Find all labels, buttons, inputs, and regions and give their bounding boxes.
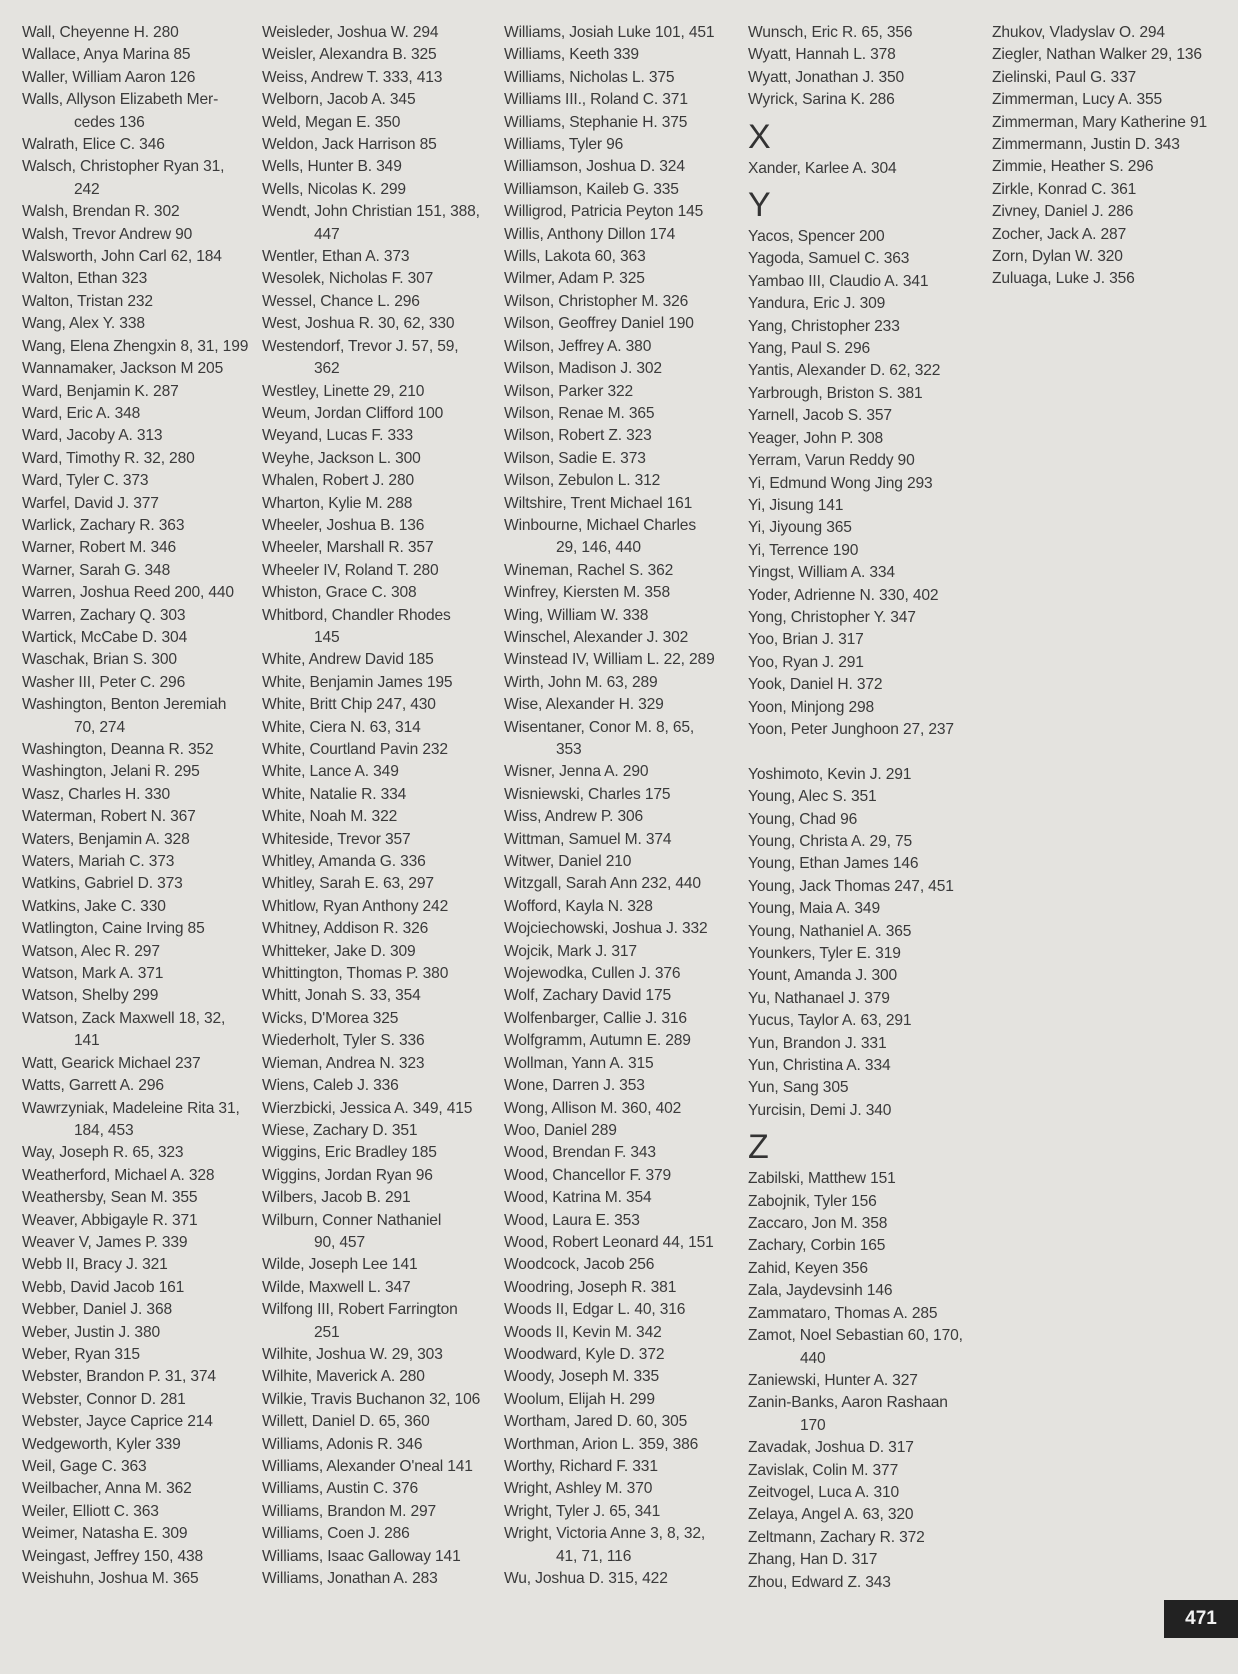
index-entry: Wolfgramm, Autumn E. 289	[504, 1032, 691, 1050]
index-entry-continuation: cedes 136	[74, 113, 145, 131]
index-entry: Winfrey, Kiersten M. 358	[504, 584, 670, 602]
index-entry: Walsh, Brendan R. 302	[22, 203, 180, 221]
index-entry: Worthy, Richard F. 331	[504, 1458, 658, 1475]
index-entry: Winstead IV, William L. 22, 289	[504, 651, 715, 669]
index-entry: Walsch, Christopher Ryan 31,	[22, 158, 225, 176]
index-entry: Warren, Zachary Q. 303	[22, 606, 186, 624]
index-entry: Wiggins, Eric Bradley 185	[262, 1144, 437, 1162]
index-entry: Weingast, Jeffrey 150, 438	[22, 1547, 204, 1565]
index-entry: Yoon, Peter Junghoon 27, 237	[748, 720, 954, 738]
index-entry: Warner, Sarah G. 348	[22, 561, 171, 579]
index-entry: Yoo, Ryan J. 291	[748, 653, 864, 671]
index-entry: Wiss, Andrew P. 306	[504, 808, 644, 826]
index-entry: Wieman, Andrea N. 323	[262, 1054, 425, 1072]
index-entry: Zhukov, Vladyslav O. 294	[992, 24, 1165, 41]
index-entry-continuation: 29, 146, 440	[556, 539, 641, 557]
index-entry: Whitney, Addison R. 326	[262, 920, 429, 938]
index-entry: Wawrzyniak, Madeleine Rita 31,	[22, 1099, 240, 1117]
index-entry: Wilson, Jeffrey A. 380	[504, 337, 652, 355]
index-entry: Weber, Ryan 315	[22, 1345, 140, 1363]
index-entry: Young, Maia A. 349	[748, 900, 880, 918]
index-entry: Wu, Joshua D. 315, 422	[504, 1570, 668, 1588]
index-entry: Wheeler, Marshall R. 357	[262, 539, 434, 557]
index-entry: Wicks, D'Morea 325	[262, 1009, 399, 1027]
index-entry: Westendorf, Trevor J. 57, 59,	[262, 337, 459, 355]
index-entry: Yoon, Minjong 298	[748, 698, 875, 716]
index-entry: White, Lance A. 349	[262, 763, 399, 781]
index-entry: Yacos, Spencer 200	[748, 228, 885, 246]
index-entry: Wineman, Rachel S. 362	[504, 561, 674, 579]
index-entry: Williams, Brandon M. 297	[262, 1502, 437, 1520]
section-letter: Z	[748, 1128, 769, 1167]
index-spacer	[748, 741, 988, 763]
index-entry: Weishuhn, Joshua M. 365	[22, 1570, 199, 1588]
index-entry: Yun, Sang 305	[748, 1079, 849, 1097]
index-entry: Yurcisin, Demi J. 340	[748, 1101, 892, 1119]
index-entry-continuation: 70, 274	[74, 718, 125, 736]
index-entry: Watson, Mark A. 371	[22, 965, 164, 983]
index-entry: Webster, Jayce Caprice 214	[22, 1413, 213, 1431]
index-entry: Yambao III, Claudio A. 341	[748, 272, 929, 290]
index-entry: Yi, Jisung 141	[748, 496, 844, 514]
index-entry: Wang, Alex Y. 338	[22, 315, 145, 333]
index-entry: Williamson, Kaileb G. 335	[504, 180, 679, 198]
index-entry: Ziegler, Nathan Walker 29, 136	[992, 46, 1202, 64]
index-entry: Yingst, William A. 334	[748, 564, 895, 582]
index-entry-continuation: 145	[314, 628, 340, 646]
index-entry: Zimmie, Heather S. 296	[992, 158, 1154, 176]
index-entry-continuation: 353	[556, 741, 582, 758]
index-entry: Warlick, Zachary R. 363	[22, 516, 185, 534]
index-entry: Young, Alec S. 351	[748, 788, 877, 806]
index-entry: Washer III, Peter C. 296	[22, 673, 186, 691]
index-entry: Zahid, Keyen 356	[748, 1259, 868, 1277]
index-entry-continuation: 447	[314, 225, 340, 243]
index-entry: Wollman, Yann A. 315	[504, 1054, 654, 1072]
index-entry: Wone, Darren J. 353	[504, 1077, 645, 1095]
index-entry: Wofford, Kayla N. 328	[504, 897, 653, 915]
index-entry: Walton, Tristan 232	[22, 292, 153, 310]
index-entry: Webster, Brandon P. 31, 374	[22, 1368, 216, 1386]
index-entry: Weber, Justin J. 380	[22, 1323, 160, 1341]
index-entry: Whitbord, Chandler Rhodes	[262, 606, 451, 624]
index-entry: Zelaya, Angel A. 63, 320	[748, 1506, 914, 1524]
index-entry: Whalen, Robert J. 280	[262, 472, 415, 490]
index-entry: Zorn, Dylan W. 320	[992, 248, 1123, 266]
index-entry: Zanin-Banks, Aaron Rashaan	[748, 1394, 948, 1412]
index-entry: Zaniewski, Hunter A. 327	[748, 1371, 918, 1389]
index-entry: Wunsch, Eric R. 65, 356	[748, 24, 913, 41]
index-column-5	[992, 22, 1232, 291]
index-entry: Weatherford, Michael A. 328	[22, 1166, 215, 1184]
index-entry: Waschak, Brian S. 300	[22, 651, 177, 669]
index-entry: Wisentaner, Conor M. 8, 65,	[504, 718, 695, 736]
index-entry-continuation: 242	[74, 180, 100, 198]
index-entry: Weimer, Natasha E. 309	[22, 1525, 188, 1543]
index-entry: Waterman, Robert N. 367	[22, 808, 196, 826]
index-entry: Wing, William W. 338	[504, 606, 649, 624]
section-letter: X	[748, 117, 771, 156]
index-entry: Winbourne, Michael Charles	[504, 516, 696, 534]
index-entry: Wojcik, Mark J. 317	[504, 942, 637, 960]
index-entry: Wortham, Jared D. 60, 305	[504, 1413, 688, 1431]
index-entry: Woods II, Edgar L. 40, 316	[504, 1301, 686, 1319]
index-entry: Wood, Laura E. 353	[504, 1211, 640, 1229]
index-entry: Wilson, Robert Z. 323	[504, 427, 652, 445]
index-entry: Yoshimoto, Kevin J. 291	[748, 765, 912, 783]
index-entry: Weum, Jordan Clifford 100	[262, 404, 444, 422]
index-entry: Ward, Jacoby A. 313	[22, 427, 163, 445]
index-entry: West, Joshua R. 30, 62, 330	[262, 315, 455, 333]
index-entry: Weisleder, Joshua W. 294	[262, 24, 439, 41]
index-entry: Woolum, Elijah H. 299	[504, 1390, 655, 1408]
index-entry: Yi, Edmund Wong Jing 293	[748, 474, 933, 492]
index-entry: Weld, Megan E. 350	[262, 113, 401, 131]
index-entry: Whiteside, Trevor 357	[262, 830, 411, 848]
index-entry: Young, Nathaniel A. 365	[748, 922, 912, 940]
index-entry: Yandura, Eric J. 309	[748, 295, 886, 313]
index-entry: Zeitvogel, Luca A. 310	[748, 1483, 900, 1501]
index-entry: White, Natalie R. 334	[262, 785, 407, 803]
index-entry: White, Courtland Pavin 232	[262, 741, 448, 758]
index-entry: Williams, Jonathan A. 283	[262, 1570, 438, 1588]
index-entry: White, Benjamin James 195	[262, 673, 453, 691]
index-column-2	[262, 22, 502, 1590]
index-entry: Watson, Shelby 299	[22, 987, 159, 1005]
index-entry: Yi, Jiyoung 365	[748, 519, 852, 537]
index-entry: Wilson, Zebulon L. 312	[504, 472, 661, 490]
index-entry: Williamson, Joshua D. 324	[504, 158, 685, 176]
index-entry-continuation: 184, 453	[74, 1121, 134, 1139]
index-entry: Yeager, John P. 308	[748, 429, 884, 447]
index-entry: Watson, Zack Maxwell 18, 32,	[22, 1009, 226, 1027]
index-entry: Williams III., Roland C. 371	[504, 91, 688, 109]
index-entry: Yook, Daniel H. 372	[748, 676, 883, 694]
index-entry: Watkins, Gabriel D. 373	[22, 875, 183, 893]
index-entry: Zocher, Jack A. 287	[992, 225, 1127, 243]
index-entry: Whitt, Jonah S. 33, 354	[262, 987, 421, 1005]
index-entry: Wood, Robert Leonard 44, 151	[504, 1233, 714, 1251]
index-entry: Wiltshire, Trent Michael 161	[504, 494, 693, 512]
index-entry: Wilhite, Maverick A. 280	[262, 1368, 425, 1386]
index-entry: Wannamaker, Jackson M 205	[22, 360, 224, 378]
index-entry: Ward, Timothy R. 32, 280	[22, 449, 195, 467]
index-entry: Waller, William Aaron 126	[22, 68, 196, 86]
index-entry: Westley, Linette 29, 210	[262, 382, 425, 400]
index-entry: Wise, Alexander H. 329	[504, 696, 664, 714]
index-entry: Wheeler, Joshua B. 136	[262, 516, 425, 534]
index-entry: Ward, Tyler C. 373	[22, 472, 149, 490]
index-entry: Zimmerman, Mary Katherine 91	[992, 113, 1208, 131]
index-entry: Watts, Garrett A. 296	[22, 1077, 164, 1095]
index-entry: Yarbrough, Briston S. 381	[748, 384, 923, 402]
index-entry: Willigrod, Patricia Peyton 145	[504, 203, 704, 221]
index-entry: Walsh, Trevor Andrew 90	[22, 225, 193, 243]
index-entry: Welborn, Jacob A. 345	[262, 91, 416, 109]
index-entry: Wendt, John Christian 151, 388,	[262, 203, 480, 221]
index-entry: Wills, Lakota 60, 363	[504, 248, 646, 266]
index-entry: Zuluaga, Luke J. 356	[992, 270, 1135, 288]
index-entry: Wright, Victoria Anne 3, 8, 32,	[504, 1525, 706, 1543]
index-entry: Wirth, John M. 63, 289	[504, 673, 658, 691]
index-entry: Zirkle, Konrad C. 361	[992, 180, 1137, 198]
index-entry: Wilson, Renae M. 365	[504, 404, 655, 422]
index-entry: Williams, Coen J. 286	[262, 1525, 410, 1543]
index-entry: Yoo, Brian J. 317	[748, 631, 864, 649]
index-entry: Walsworth, John Carl 62, 184	[22, 248, 222, 266]
index-entry: White, Britt Chip 247, 430	[262, 696, 436, 714]
index-entry: Witwer, Daniel 210	[504, 853, 632, 871]
index-entry: Yang, Paul S. 296	[748, 340, 871, 358]
index-entry: Zabilski, Matthew 151	[748, 1170, 896, 1188]
index-entry: Washington, Deanna R. 352	[22, 741, 214, 758]
index-entry: Weyhe, Jackson L. 300	[262, 449, 421, 467]
index-entry: Zavislak, Colin M. 377	[748, 1461, 899, 1479]
index-entry: Weaver, Abbigayle R. 371	[22, 1211, 198, 1229]
index-entry: Weaver V, James P. 339	[22, 1233, 188, 1251]
index-entry: Yang, Christopher 233	[748, 317, 900, 335]
index-entry: Woodcock, Jacob 256	[504, 1256, 655, 1274]
index-entry: Wentler, Ethan A. 373	[262, 248, 410, 266]
index-entry: Willett, Daniel D. 65, 360	[262, 1413, 430, 1431]
index-entry: Wilbers, Jacob B. 291	[262, 1189, 411, 1207]
index-entry: Zamot, Noel Sebastian 60, 170,	[748, 1327, 963, 1345]
index-entry: Wojciechowski, Joshua J. 332	[504, 920, 708, 938]
index-entry: Worthman, Arion L. 359, 386	[504, 1435, 699, 1453]
index-entry: Whitley, Sarah E. 63, 297	[262, 875, 434, 893]
index-entry: Wells, Hunter B. 349	[262, 158, 402, 176]
index-entry-continuation: 170	[800, 1416, 826, 1434]
index-entry: Young, Ethan James 146	[748, 855, 919, 873]
index-entry: White, Noah M. 322	[262, 808, 398, 826]
index-entry: Wilson, Madison J. 302	[504, 360, 662, 378]
index-entry: Williams, Josiah Luke 101, 451	[504, 24, 715, 41]
index-entry: Wilson, Sadie E. 373	[504, 449, 646, 467]
index-entry: Weil, Gage C. 363	[22, 1458, 147, 1475]
index-entry: Wheeler IV, Roland T. 280	[262, 561, 439, 579]
index-entry: Zhang, Han D. 317	[748, 1551, 878, 1569]
index-entry: Williams, Adonis R. 346	[262, 1435, 423, 1453]
index-entry: Woods II, Kevin M. 342	[504, 1323, 662, 1341]
index-entry: Wilson, Parker 322	[504, 382, 634, 400]
index-entry-continuation: 141	[74, 1032, 100, 1050]
index-entry: Wierzbicki, Jessica A. 349, 415	[262, 1099, 473, 1117]
index-entry: Wolfenbarger, Callie J. 316	[504, 1009, 687, 1027]
index-entry: Zivney, Daniel J. 286	[992, 203, 1134, 221]
index-entry-continuation: 440	[800, 1349, 826, 1367]
index-entry: Wang, Elena Zhengxin 8, 31, 199	[22, 337, 249, 355]
index-entry-continuation: 90, 457	[314, 1233, 365, 1251]
index-entry: Whiston, Grace C. 308	[262, 584, 417, 602]
index-entry: Wilkie, Travis Buchanon 32, 106	[262, 1390, 481, 1408]
index-entry: Wood, Chancellor F. 379	[504, 1166, 672, 1184]
index-entry: Younkers, Tyler E. 319	[748, 945, 901, 963]
index-entry: Wisniewski, Charles 175	[504, 785, 671, 803]
index-entry: Whittington, Thomas P. 380	[262, 965, 449, 983]
index-entry: Wyatt, Jonathan J. 350	[748, 68, 905, 86]
index-entry: Woodring, Joseph R. 381	[504, 1278, 677, 1296]
index-entry: Williams, Isaac Galloway 141	[262, 1547, 461, 1565]
index-entry: Wasz, Charles H. 330	[22, 785, 171, 803]
index-entry: Wood, Brendan F. 343	[504, 1144, 656, 1162]
index-entry: Williams, Stephanie H. 375	[504, 113, 688, 131]
index-entry: White, Ciera N. 63, 314	[262, 718, 421, 736]
index-entry: Weilbacher, Anna M. 362	[22, 1480, 192, 1498]
index-entry: Wiggins, Jordan Ryan 96	[262, 1166, 433, 1184]
index-entry: Way, Joseph R. 65, 323	[22, 1144, 184, 1162]
index-entry: Wojewodka, Cullen J. 376	[504, 965, 681, 983]
index-entry: Wiederholt, Tyler S. 336	[262, 1032, 425, 1050]
index-entry: Watlington, Caine Irving 85	[22, 920, 205, 938]
index-entry: Wilhite, Joshua W. 29, 303	[262, 1345, 443, 1363]
index-entry: Williams, Tyler 96	[504, 136, 624, 154]
index-entry: Wartick, McCabe D. 304	[22, 628, 188, 646]
index-entry: Zammataro, Thomas A. 285	[748, 1304, 938, 1322]
index-entry: Wiese, Zachary D. 351	[262, 1121, 418, 1139]
index-entry: Wilfong III, Robert Farrington	[262, 1301, 458, 1319]
index-entry: Watson, Alec R. 297	[22, 942, 160, 960]
index-column-3	[504, 22, 744, 1590]
index-entry: Wessel, Chance L. 296	[262, 292, 420, 310]
index-entry: Zachary, Corbin 165	[748, 1237, 886, 1255]
index-entry: Williams, Austin C. 376	[262, 1480, 419, 1498]
index-entry: Yun, Brandon J. 331	[748, 1034, 887, 1052]
index-entry: Waters, Benjamin A. 328	[22, 830, 190, 848]
index-entry: Wells, Nicolas K. 299	[262, 180, 406, 198]
index-entry: Walton, Ethan 323	[22, 270, 148, 288]
index-entry: Williams, Alexander O'neal 141	[262, 1458, 473, 1475]
index-entry: Young, Jack Thomas 247, 451	[748, 877, 954, 895]
index-entry: Watt, Gearick Michael 237	[22, 1054, 201, 1072]
index-entry: Wilburn, Conner Nathaniel	[262, 1211, 442, 1229]
index-entry: Wilde, Joseph Lee 141	[262, 1256, 418, 1274]
index-entry: Williams, Keeth 339	[504, 46, 639, 64]
index-entry: Wilson, Christopher M. 326	[504, 292, 689, 310]
index-entry: Yun, Christina A. 334	[748, 1057, 891, 1075]
index-entry: Warner, Robert M. 346	[22, 539, 177, 557]
index-entry: Weiss, Andrew T. 333, 413	[262, 68, 443, 86]
index-entry: Wiens, Caleb J. 336	[262, 1077, 399, 1095]
index-entry: Webb, David Jacob 161	[22, 1278, 185, 1296]
page-number: 471	[1164, 1600, 1238, 1638]
index-entry: Wesolek, Nicholas F. 307	[262, 270, 434, 288]
index-entry: Yerram, Varun Reddy 90	[748, 452, 915, 470]
index-entry: Zavadak, Joshua D. 317	[748, 1439, 914, 1457]
index-entry: Yantis, Alexander D. 62, 322	[748, 362, 941, 380]
index-column-1	[22, 22, 262, 1590]
index-entry: Winschel, Alexander J. 302	[504, 628, 689, 646]
index-entry: Xander, Karlee A. 304	[748, 159, 897, 177]
index-entry: Weisler, Alexandra B. 325	[262, 46, 437, 64]
index-entry: Wisner, Jenna A. 290	[504, 763, 649, 781]
index-entry: Webster, Connor D. 281	[22, 1390, 186, 1408]
index-entry: Yarnell, Jacob S. 357	[748, 407, 892, 425]
index-entry-continuation: 41, 71, 116	[556, 1547, 632, 1565]
index-entry: Willis, Anthony Dillon 174	[504, 225, 676, 243]
index-entry: Yagoda, Samuel C. 363	[748, 250, 910, 268]
index-entry: Yoder, Adrienne N. 330, 402	[748, 586, 939, 604]
index-entry: Zabojnik, Tyler 156	[748, 1192, 877, 1210]
index-entry: Weyand, Lucas F. 333	[262, 427, 414, 445]
index-entry: Wilmer, Adam P. 325	[504, 270, 645, 288]
index-entry: Walrath, Elice C. 346	[22, 136, 165, 154]
index-entry: Waters, Mariah C. 373	[22, 853, 175, 871]
index-entry: Young, Chad 96	[748, 810, 858, 828]
index-entry: Zeltmann, Zachary R. 372	[748, 1528, 925, 1546]
index-entry: Wong, Allison M. 360, 402	[504, 1099, 682, 1117]
index-entry: Yucus, Taylor A. 63, 291	[748, 1012, 912, 1030]
index-entry: Washington, Benton Jeremiah	[22, 696, 227, 714]
index-entry: Zhou, Edward Z. 343	[748, 1573, 891, 1591]
index-column-4	[748, 22, 988, 1594]
index-entry: Wall, Cheyenne H. 280	[22, 24, 179, 41]
index-entry: Wolf, Zachary David 175	[504, 987, 672, 1005]
index-entry: Wood, Katrina M. 354	[504, 1189, 652, 1207]
index-entry: Zimmermann, Justin D. 343	[992, 136, 1180, 154]
index-entry: Walls, Allyson Elizabeth Mer-	[22, 91, 219, 109]
index-entry: Warfel, David J. 377	[22, 494, 159, 512]
index-entry-continuation: 362	[314, 360, 340, 378]
index-entry: Wallace, Anya Marina 85	[22, 46, 191, 64]
index-entry: Whitlow, Ryan Anthony 242	[262, 897, 449, 915]
index-entry-continuation: 251	[314, 1323, 340, 1341]
section-letter: Y	[748, 186, 771, 225]
index-entry: Ward, Benjamin K. 287	[22, 382, 179, 400]
index-entry: Wilson, Geoffrey Daniel 190	[504, 315, 694, 333]
index-entry: Young, Christa A. 29, 75	[748, 832, 913, 850]
index-entry: Wilde, Maxwell L. 347	[262, 1278, 411, 1296]
index-entry: Wedgeworth, Kyler 339	[22, 1435, 181, 1453]
index-entry: Zimmerman, Lucy A. 355	[992, 91, 1163, 109]
index-entry: Woodward, Kyle D. 372	[504, 1345, 665, 1363]
index-entry: Zaccaro, Jon M. 358	[748, 1215, 888, 1233]
index-entry: Wharton, Kylie M. 288	[262, 494, 413, 512]
index-entry: Webb II, Bracy J. 321	[22, 1256, 168, 1274]
index-entry: Yong, Christopher Y. 347	[748, 608, 916, 626]
index-entry: Witzgall, Sarah Ann 232, 440	[504, 875, 701, 893]
index-entry: Zielinski, Paul G. 337	[992, 68, 1137, 86]
index-entry: Woo, Daniel 289	[504, 1121, 617, 1139]
index-entry: Zala, Jaydevsinh 146	[748, 1282, 893, 1300]
index-entry: White, Andrew David 185	[262, 651, 434, 669]
index-entry: Wittman, Samuel M. 374	[504, 830, 672, 848]
index-entry: Yu, Nathanael J. 379	[748, 989, 890, 1007]
index-entry: Watkins, Jake C. 330	[22, 897, 166, 915]
index-entry: Ward, Eric A. 348	[22, 404, 141, 422]
index-entry: Wright, Tyler J. 65, 341	[504, 1502, 661, 1520]
index-entry: Weathersby, Sean M. 355	[22, 1189, 198, 1207]
index-entry: Washington, Jelani R. 295	[22, 763, 200, 781]
index-entry: Whitteker, Jake D. 309	[262, 942, 416, 960]
index-entry: Weldon, Jack Harrison 85	[262, 136, 437, 154]
index-entry: Yount, Amanda J. 300	[748, 967, 898, 985]
index-entry: Whitley, Amanda G. 336	[262, 853, 426, 871]
index-entry: Woody, Joseph M. 335	[504, 1368, 660, 1386]
index-entry: Warren, Joshua Reed 200, 440	[22, 584, 234, 602]
index-entry: Yi, Terrence 190	[748, 541, 859, 559]
index-entry: Weiler, Elliott C. 363	[22, 1502, 159, 1520]
index-entry: Wright, Ashley M. 370	[504, 1480, 653, 1498]
index-entry: Wyrick, Sarina K. 286	[748, 91, 895, 109]
index-entry: Wyatt, Hannah L. 378	[748, 46, 896, 64]
index-entry: Webber, Daniel J. 368	[22, 1301, 172, 1319]
index-entry: Williams, Nicholas L. 375	[504, 68, 675, 86]
